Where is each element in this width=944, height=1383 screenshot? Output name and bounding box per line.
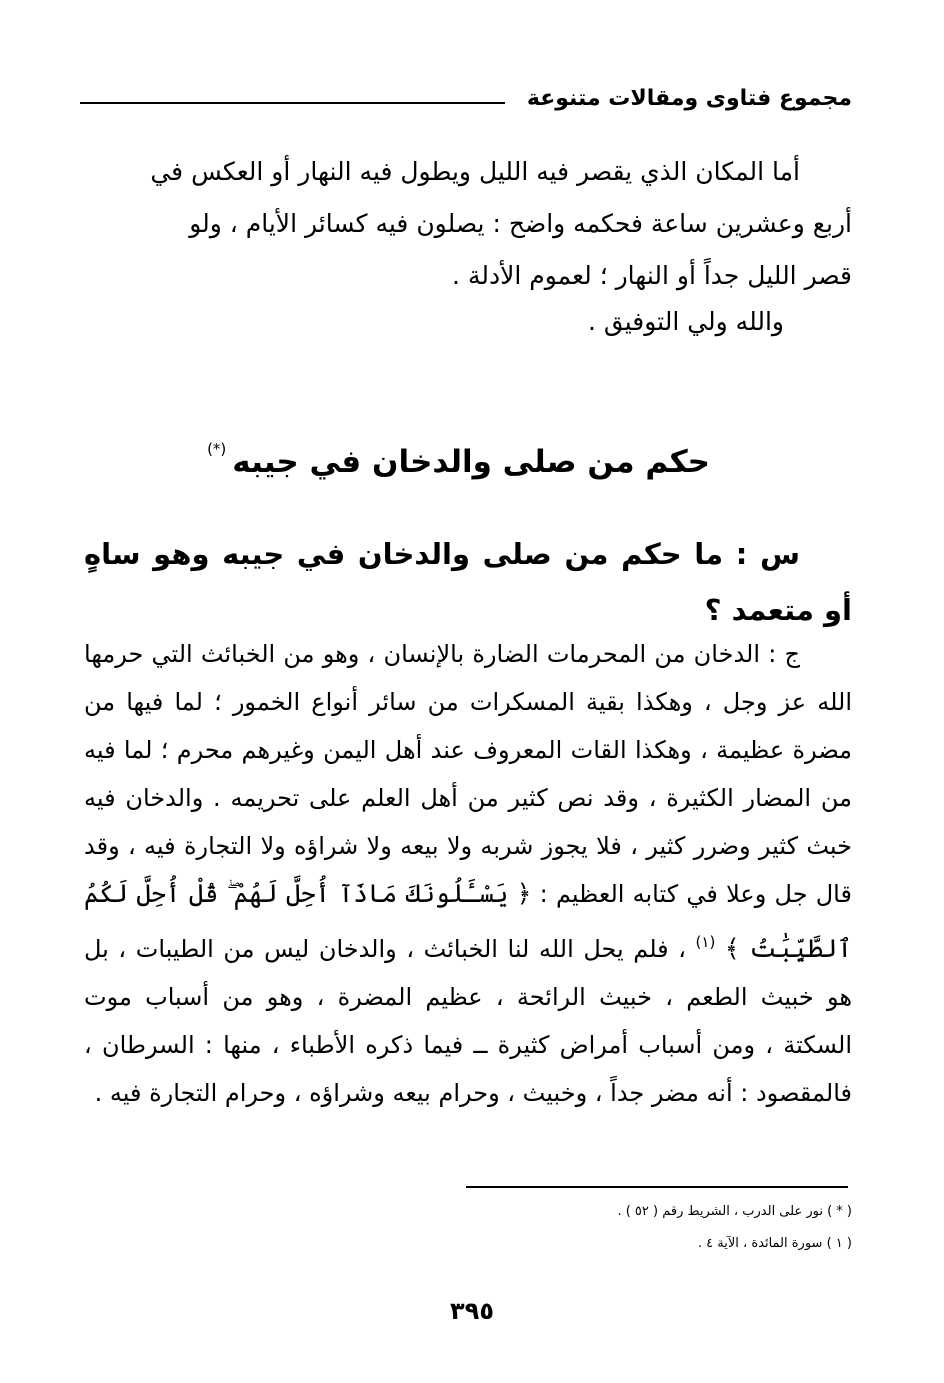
section-title bbox=[207, 424, 710, 487]
answer-part-1: ج : الدخان من المحرمات الضارة بالإنسان ، وهو من الخبائث التي حرمها الله عز وجل ، وهكذا بقية المسكرات من سائر أنواع الخمور ؛ لما فيها من مضرة عظيمة ، وهكذا القات المعروف عند أهل اليمن وغيرهم محرم ؛ لما فيه من المضار الكثيرة ، وقد نص كثير من أهل العلم على تحريمه . والدخان فيه خبث كثير وضرر كثير ، فلا يجوز شربه ولا بيعه ولا شراؤه ولا التجارة فيه ، وقد قال جل وعلا في كتابه العظيم : bbox=[84, 640, 852, 908]
paragraph-1-line-3: قصر الليل جداً أو النهار ؛ لعموم الأدلة . bbox=[452, 261, 852, 290]
quran-verse: ﴿ يَسْـَٔلُونَكَ مَاذَآ أُحِلَّ لَهُمْ ۖ قُلْ أُحِلَّ لَكُمُ ٱلطَّيِّبَٰتُ ﴾ bbox=[84, 879, 852, 963]
footnotes bbox=[617, 1196, 852, 1260]
footnote-rule bbox=[466, 1186, 848, 1188]
footnote-1: ( * ) نور على الدرب ، الشريط رقم ( ٥٢ ) . bbox=[617, 1204, 852, 1219]
footnote-2: ( ١ ) سورة المائدة ، الآية ٤ . bbox=[697, 1236, 852, 1251]
question-text: س : ما حكم من صلى والدخان في جيبه وهو ساهٍ أو متعمد ؟ bbox=[84, 537, 852, 627]
section-footnote-marker: (*) bbox=[207, 440, 227, 458]
closing-line: والله ولي التوفيق . bbox=[588, 307, 784, 336]
header-rule bbox=[80, 102, 505, 104]
paragraph-1 bbox=[84, 146, 852, 302]
answer-paragraph bbox=[84, 630, 852, 1117]
quran-reference-marker: (١) bbox=[695, 933, 716, 951]
paragraph-1-line-1: أما المكان الذي يقصر فيه الليل ويطول فيه النهار أو العكس في bbox=[150, 157, 800, 186]
paragraph-1-line-2: أربع وعشرين ساعة فحكمه واضح : يصلون فيه كسائر الأيام ، ولو bbox=[189, 209, 852, 238]
running-header-title: مجموع فتاوى ومقالات متنوعة bbox=[526, 86, 852, 111]
section-title-text: حكم من صلى والدخان في جيبه bbox=[232, 444, 710, 480]
answer-part-2: ، فلم يحل الله لنا الخبائث ، والدخان ليس من الطيبات ، بل هو خبيث الطعم ، خبيث الرائحة ، عظيم المضرة ، وهو من أسباب موت السكتة ، ومن أسباب أمراض كثيرة ــ فيما ذكره الأطباء ، منها : السرطان ، فالمقصود : أنه مضر جداً ، وخبيث ، وحرام بيعه وشراؤه ، وحرام التجارة فيه . bbox=[84, 935, 852, 1107]
page-number: ٣٩٥ bbox=[450, 1297, 494, 1325]
